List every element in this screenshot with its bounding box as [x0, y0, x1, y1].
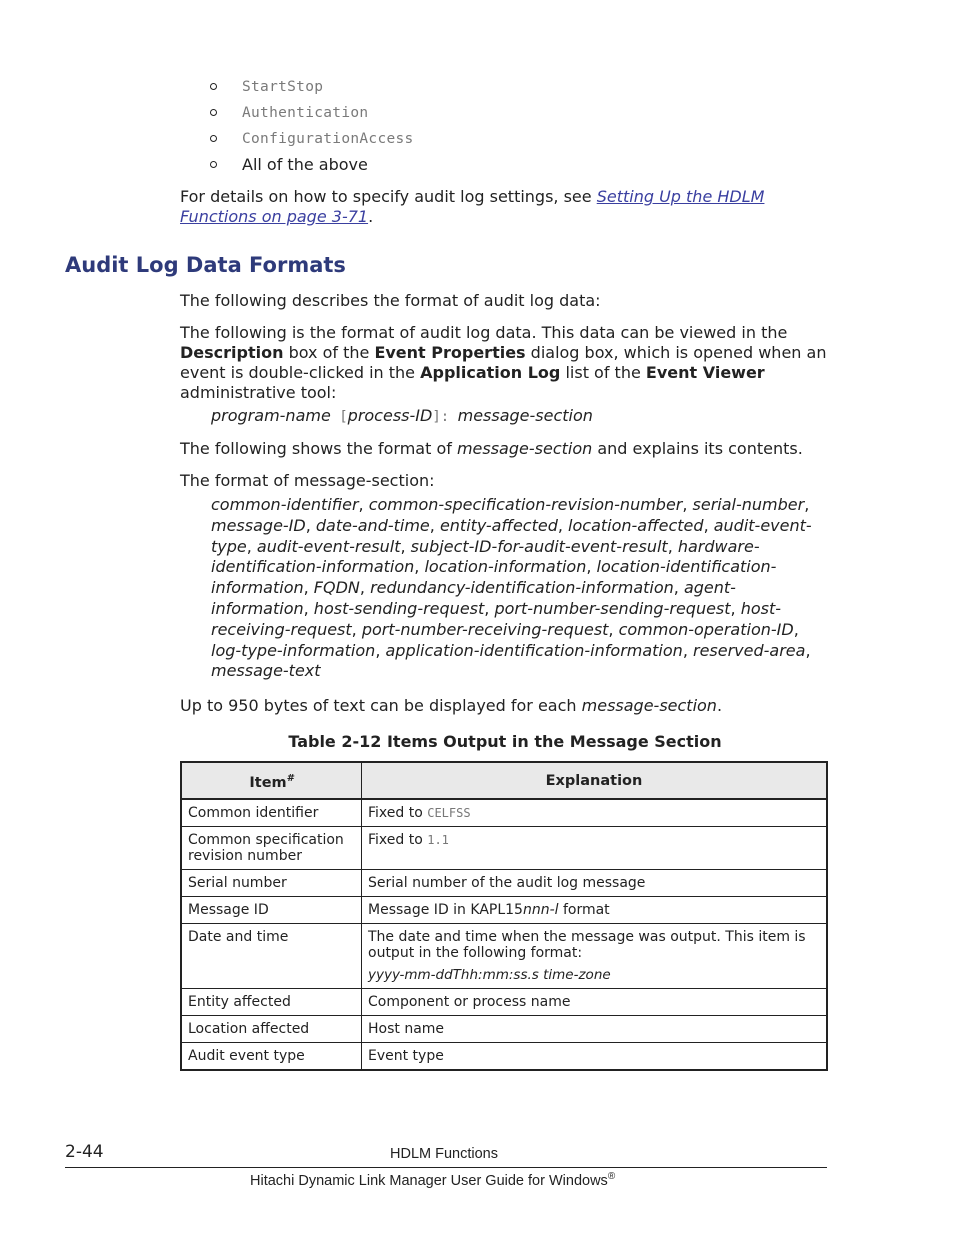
page-number: 2-44 [65, 1142, 104, 1162]
text-run: and explains its contents. [592, 439, 803, 458]
items-table [180, 761, 828, 1071]
paragraph-format-label: The format of message-section: [180, 471, 435, 490]
paragraph-description: The following describes the format of audit log data: [180, 291, 601, 310]
paragraph-byte-limit [180, 696, 830, 716]
column-header-explanation: Explanation [362, 762, 828, 799]
format-field: port-number-receiving-request [361, 619, 609, 639]
footer-divider [65, 1167, 827, 1168]
format-field: agent-information [211, 578, 736, 618]
item-cell: Audit event type [181, 1043, 362, 1071]
format-field: entity-affected [439, 515, 558, 535]
format-field: common-specification-revision-number [368, 495, 683, 514]
explanation-text: Fixed to [368, 832, 428, 848]
format-field: port-number-sending-request [494, 598, 731, 618]
explanation-text: Fixed to [368, 805, 428, 821]
table-row [181, 1043, 827, 1071]
ui-term: Event Viewer [645, 363, 765, 382]
format-field: location-identification-information [211, 557, 777, 598]
format-separator: , [730, 598, 741, 618]
list-item-text: Authentication [242, 105, 369, 121]
format-field: FQDN [313, 578, 360, 598]
format-separator: , [414, 557, 425, 577]
paragraph-message-section [180, 439, 830, 459]
item-cell: Serial number [181, 870, 362, 897]
format-separator: , [358, 495, 369, 514]
circle-bullet-icon [210, 135, 217, 142]
explanation-cell: Host name [362, 1016, 828, 1043]
syntax-program: program-name [211, 406, 331, 425]
format-field: location-affected [568, 515, 704, 535]
format-separator: , [429, 515, 440, 535]
table-row [181, 989, 827, 1016]
format-field: date-and-time [315, 515, 430, 535]
italic-term: message-section [456, 439, 593, 458]
format-separator: , [608, 619, 619, 639]
syntax-line [211, 406, 593, 425]
header-item-label: Item [249, 774, 287, 791]
explanation-cell: Event type [362, 1043, 828, 1071]
item-cell: Entity affected [181, 989, 362, 1016]
footnote-mark: # [286, 772, 294, 784]
format-field: location-information [424, 557, 587, 577]
item-cell: Message ID [181, 897, 362, 924]
message-section-format [211, 495, 826, 682]
explanation-cell [362, 924, 828, 989]
table-caption: Table 2-12 Items Output in the Message Section [288, 732, 722, 751]
format-field: hardware-identification-information [211, 536, 760, 577]
format-separator: , [246, 536, 257, 556]
format-field: audit-event-type [211, 515, 812, 556]
text-run: The following is the format of audit log data. This data can be viewed in the [180, 323, 788, 342]
format-field: application-identification-information [385, 640, 683, 660]
text-run: Up to 950 bytes of text can be displayed for each [180, 696, 582, 715]
format-separator: , [305, 515, 316, 535]
italic-term: message-section [581, 696, 717, 715]
list-item-text: StartStop [242, 79, 324, 95]
explanation-text: format [558, 902, 610, 918]
paragraph-format-intro [180, 323, 830, 403]
list-item-text: ConfigurationAccess [242, 131, 414, 147]
format-separator: , [667, 536, 678, 556]
intro-paragraph [180, 187, 800, 227]
syntax-bracket: [ [330, 409, 348, 425]
table-row [181, 1016, 827, 1043]
text-run: The following shows the format of [180, 439, 457, 458]
format-separator: , [359, 578, 371, 598]
explanation-text: The date and time when the message was output. This item is output in the following format: [368, 929, 806, 961]
syntax-message: message-section [457, 406, 593, 425]
format-separator: , [303, 578, 314, 598]
guide-title [250, 1171, 615, 1189]
list-item-text: All of the above [242, 155, 368, 174]
guide-text: Hitachi Dynamic Link Manager User Guide for Windows [250, 1172, 608, 1189]
intro-text: For details on how to specify audit log settings, see [180, 187, 597, 206]
format-separator: , [703, 515, 714, 535]
format-separator: , [375, 640, 386, 660]
text-run: list of the [560, 363, 646, 382]
format-separator: , [682, 495, 693, 514]
table-row [181, 897, 827, 924]
table-row [181, 924, 827, 989]
format-separator: , [303, 598, 314, 618]
cross-reference-link[interactable]: Setting Up the HDLM Functions on page 3-71 [180, 187, 765, 226]
item-cell: Common identifier [181, 799, 362, 827]
format-separator: , [586, 557, 597, 577]
ui-term: Event Properties [374, 343, 526, 362]
chapter-title: HDLM Functions [390, 1146, 498, 1162]
ui-term: Application Log [420, 363, 561, 382]
explanation-cell [362, 799, 828, 827]
format-field: redundancy-identification-information [370, 578, 674, 598]
explanation-text: Message ID in KAPL15 [368, 902, 523, 918]
circle-bullet-icon [210, 109, 217, 116]
format-separator: , [793, 619, 799, 639]
italic-term: nnn-l [522, 902, 559, 918]
item-cell: Common specification revision number [181, 827, 362, 870]
code-value: 1.1 [427, 833, 449, 847]
format-field: message-ID [211, 515, 306, 535]
code-value: CELFSS [427, 806, 471, 820]
format-field: serial-number [692, 495, 805, 514]
format-separator: , [673, 578, 684, 598]
text-run: box of the [283, 343, 375, 362]
explanation-cell: Component or process name [362, 989, 828, 1016]
format-field: host-receiving-request [211, 598, 782, 639]
section-title: Audit Log Data Formats [65, 253, 346, 277]
explanation-cell: Serial number of the audit log message [362, 870, 828, 897]
text-run: dialog box, which is opened when an event is double-clicked in the [180, 343, 827, 382]
item-cell: Location affected [181, 1016, 362, 1043]
format-field: common-operation-ID [618, 619, 794, 639]
ui-term: Description [180, 343, 284, 362]
format-separator: , [351, 619, 362, 639]
date-format: yyyy-mm-ddThh:mm:ss.s time-zone [368, 967, 611, 983]
table-row [181, 870, 827, 897]
format-field: message-text [211, 661, 321, 681]
format-separator: , [400, 536, 411, 556]
circle-bullet-icon [210, 161, 217, 168]
registered-mark: ® [607, 1171, 616, 1182]
syntax-pid: process-ID [347, 406, 433, 425]
format-field: common-identifier [211, 495, 359, 514]
format-field: subject-ID-for-audit-event-result [410, 536, 668, 556]
table-row [181, 799, 827, 827]
column-header-item [181, 762, 362, 799]
table-row [181, 827, 827, 870]
circle-bullet-icon [210, 83, 217, 90]
intro-suffix: . [368, 207, 374, 226]
format-separator: , [557, 515, 569, 535]
format-field: reserved-area [692, 640, 806, 660]
format-separator: , [805, 640, 811, 660]
format-field: log-type-information [211, 640, 376, 660]
explanation-cell [362, 897, 828, 924]
syntax-bracket: ]: [432, 409, 458, 425]
item-cell: Date and time [181, 924, 362, 989]
text-run: . [716, 696, 723, 715]
text-run: administrative tool: [180, 383, 337, 402]
format-separator: , [484, 598, 495, 618]
explanation-cell [362, 827, 828, 870]
table-header-row [181, 762, 827, 799]
format-separator: , [682, 640, 693, 660]
format-separator: , [804, 495, 810, 514]
format-field: host-sending-request [313, 598, 485, 618]
format-field: audit-event-result [256, 536, 401, 556]
